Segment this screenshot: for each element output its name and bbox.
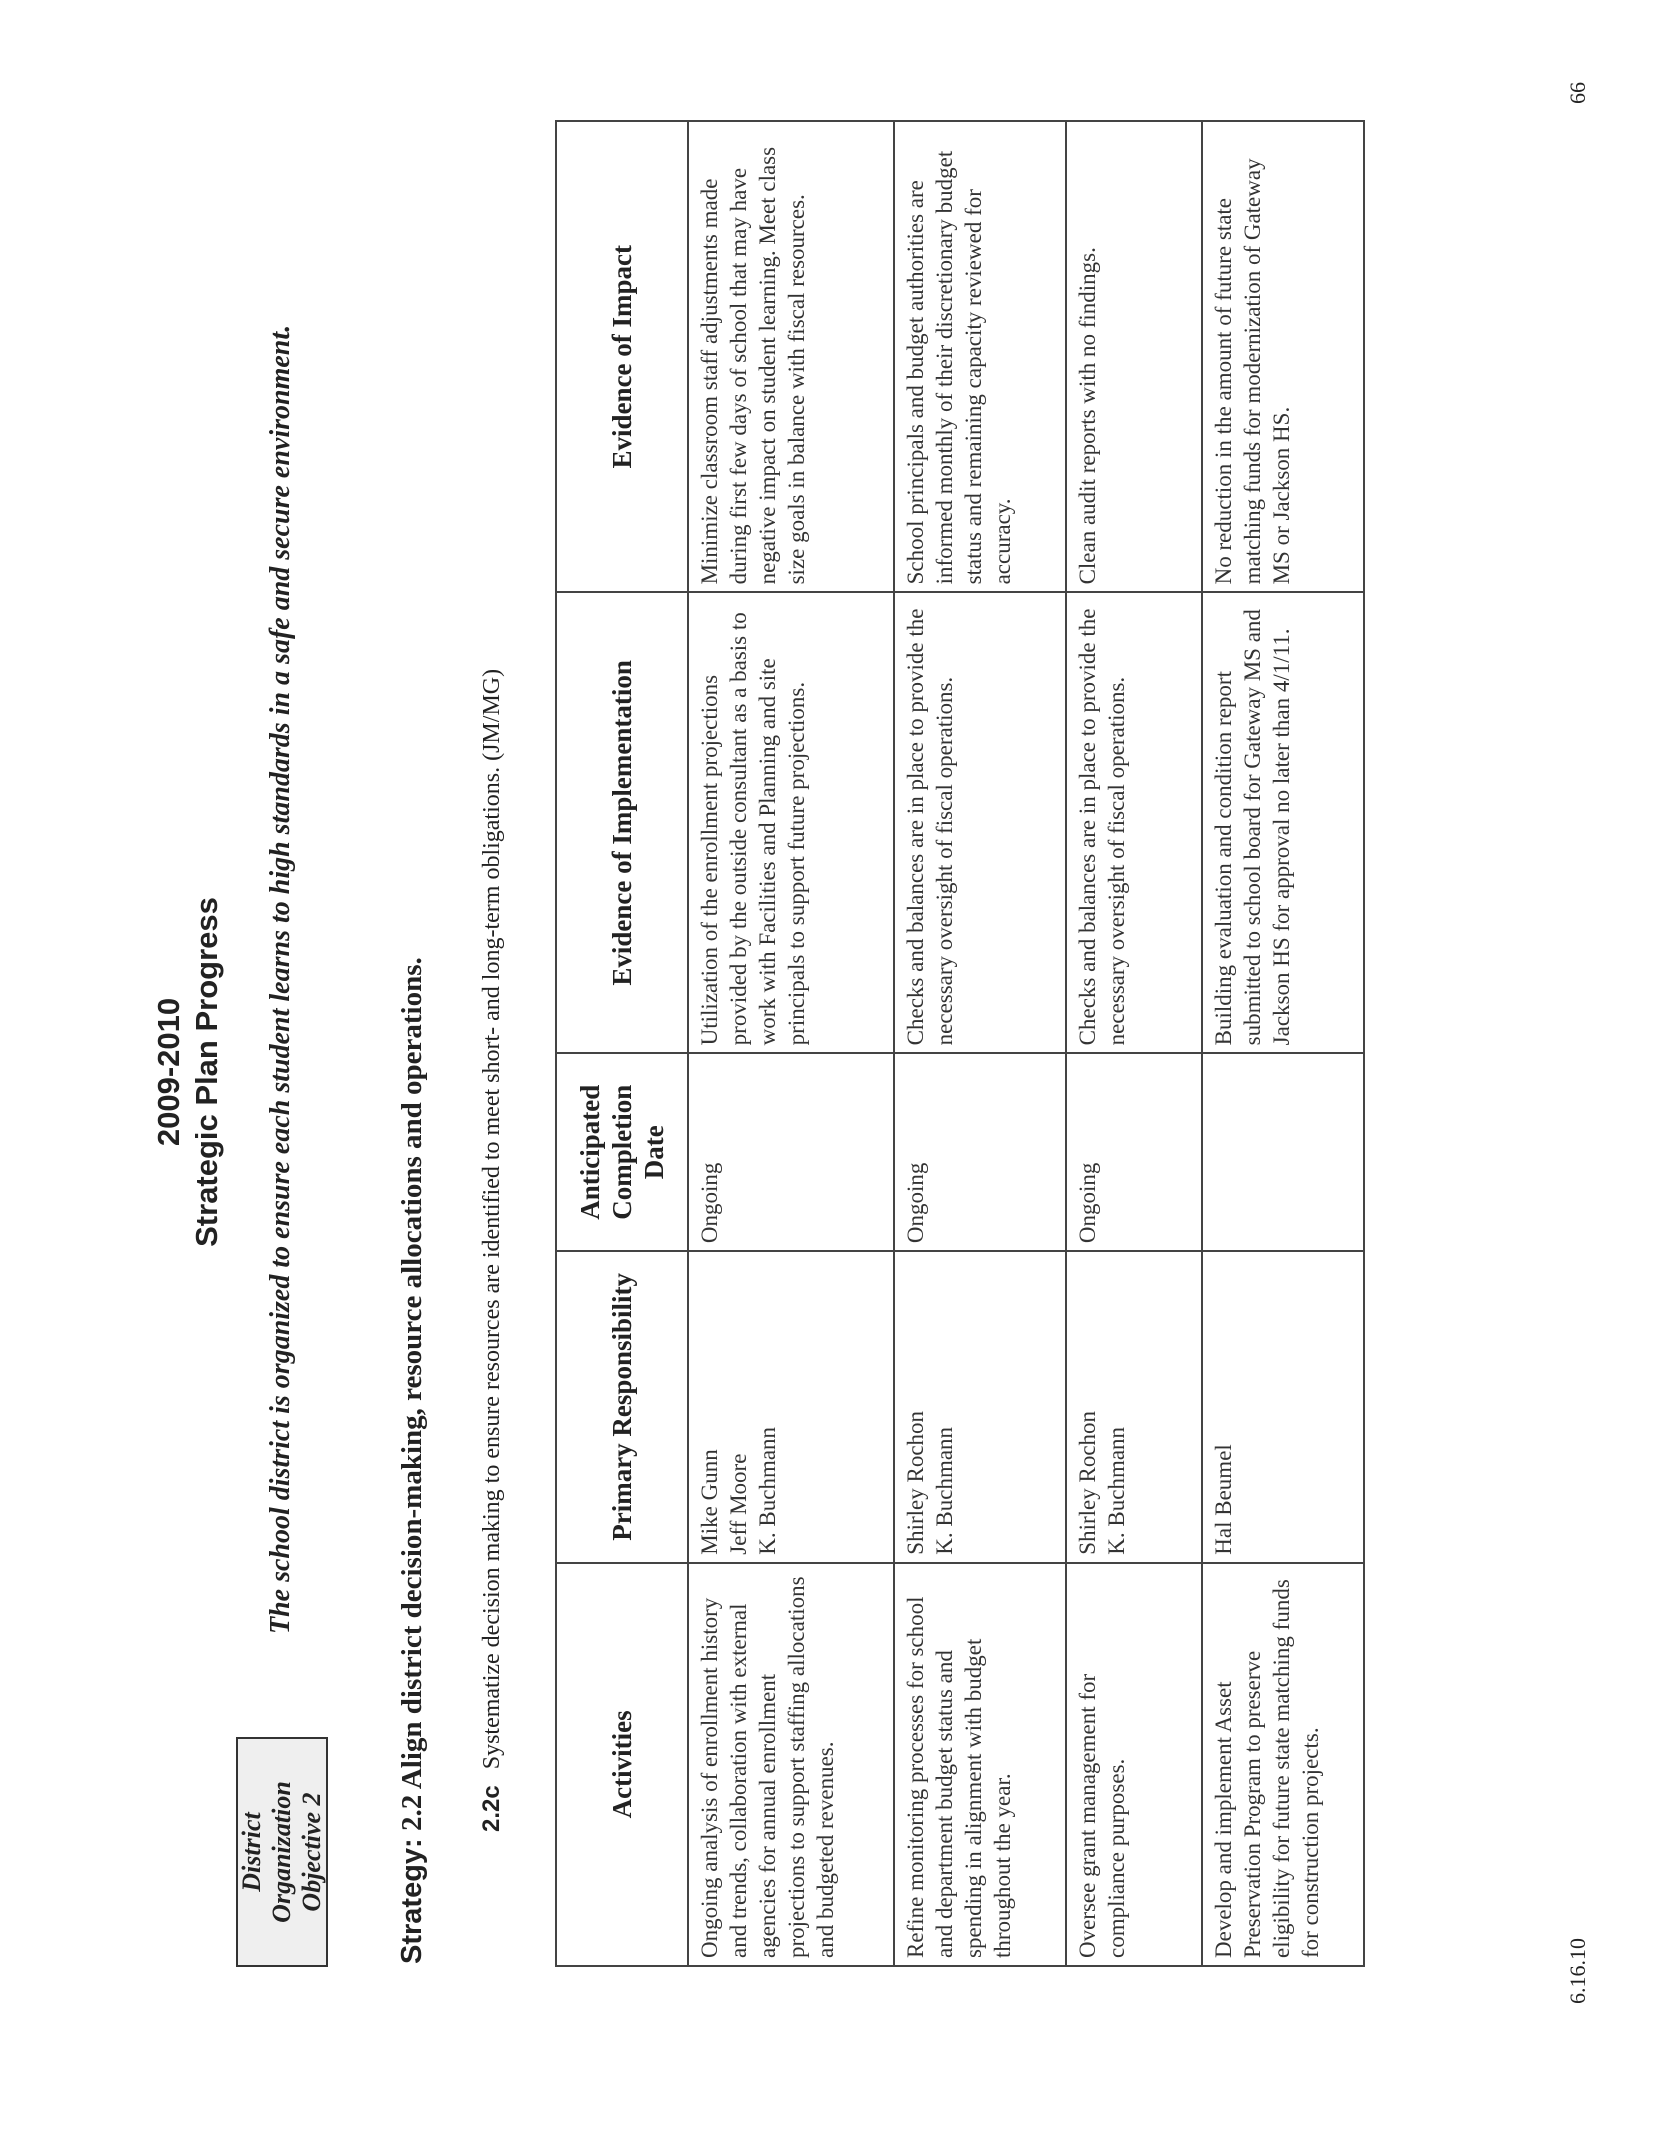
cell-responsibility — [1066, 1251, 1202, 1563]
responsible-person: K. Buchmann — [932, 1426, 957, 1555]
responsible-person: Hal Beumel — [1211, 1444, 1236, 1555]
objective-box-line1: District Organization — [237, 1781, 296, 1923]
strategy-label: Strategy: — [396, 1838, 428, 1964]
responsible-person: K. Buchmann — [1104, 1426, 1129, 1555]
header-completion-date: Anticipated Completion Date — [556, 1053, 688, 1251]
objective-box-line2: Objective 2 — [297, 1792, 326, 1912]
cell-activities: Oversee grant management for compliance purposes. — [1066, 1563, 1202, 1966]
table-row — [894, 121, 1066, 1966]
cell-impact: School principals and budget authorities are informed monthly of their discretionary budget status and remaining capacity reviewed for accuracy. — [894, 121, 1066, 592]
objective-box — [236, 1737, 328, 1967]
responsible-person: Mike Gunn — [697, 1449, 722, 1555]
cell-impact: Clean audit reports with no findings. — [1066, 121, 1202, 592]
table-row — [688, 121, 894, 1966]
cell-impact: Minimize classroom staff adjustments made during first few days of school that may have negative impact on student learning. Meet class size goals in balance with fiscal resources. — [688, 121, 894, 592]
title-block — [150, 0, 226, 2144]
progress-table — [555, 120, 1365, 1967]
cell-activities: Develop and implement Asset Preservation Program to preserve eligibility for future state matching funds for construction projects. — [1202, 1563, 1364, 1966]
footer-date: 6.16.10 — [1565, 1938, 1590, 2004]
cell-implementation: Checks and balances are in place to provide the necessary oversight of fiscal operations. — [1066, 592, 1202, 1053]
cell-responsibility — [894, 1251, 1066, 1563]
cell-completion-date: Ongoing — [1066, 1053, 1202, 1251]
table-row — [1066, 121, 1202, 1966]
header-activities: Activities — [556, 1563, 688, 1966]
table-row — [1202, 121, 1364, 1966]
cell-responsibility — [688, 1251, 894, 1563]
header-responsibility: Primary Responsibility — [556, 1251, 688, 1563]
responsible-person: Shirley Rochon — [1075, 1410, 1100, 1555]
cell-implementation: Building evaluation and condition report submitted to school board for Gateway MS and Jackson HS for approval no later than 4/1/11. — [1202, 592, 1364, 1053]
substrategy-text: Systematize decision making to ensure resources are identified to meet short- and long-term obligations. (JM/MG) — [479, 668, 505, 1770]
document-year: 2009-2010 — [151, 997, 186, 1147]
cell-implementation: Utilization of the enrollment projections provided by the outside consultant as a basis to work with Facilities and Planning and site principals to support future projections. — [688, 592, 894, 1053]
strategy-text: 2.2 Align district decision-making, resource allocations and operations. — [396, 957, 428, 1832]
cell-completion-date: Ongoing — [894, 1053, 1066, 1251]
header-implementation: Evidence of Implementation — [556, 592, 688, 1053]
responsible-person: Shirley Rochon — [903, 1410, 928, 1555]
header-impact: Evidence of Impact — [556, 121, 688, 592]
cell-activities: Refine monitoring processes for school and department budget status and spending in alignment with budget throughout the year. — [894, 1563, 1066, 1966]
cell-implementation: Checks and balances are in place to provide the necessary oversight of fiscal operations. — [894, 592, 1066, 1053]
document-title: Strategic Plan Progress — [189, 897, 224, 1247]
cell-responsibility — [1202, 1251, 1364, 1563]
substrategy — [478, 32, 506, 1832]
cell-completion-date — [1202, 1053, 1364, 1251]
table-header-row — [556, 121, 688, 1966]
cell-activities: Ongoing analysis of enrollment history and trends, collaboration with external agencies for annual enrollment projections to support staffing allocations and budgeted revenues. — [688, 1563, 894, 1966]
cell-completion-date: Ongoing — [688, 1053, 894, 1251]
substrategy-code: 2.2c — [478, 1785, 505, 1832]
responsible-person: Jeff Moore — [726, 1453, 751, 1555]
cell-impact: No reduction in the amount of future state matching funds for modernization of Gateway MS or Jackson HS. — [1202, 121, 1364, 592]
responsible-person: K. Buchmann — [755, 1426, 780, 1555]
page-number: 66 — [1565, 82, 1590, 104]
objective-statement: The school district is organized to ensure each student learns to high standards in a safe and secure environment. — [265, 324, 296, 1634]
strategy-heading — [396, 64, 429, 1964]
